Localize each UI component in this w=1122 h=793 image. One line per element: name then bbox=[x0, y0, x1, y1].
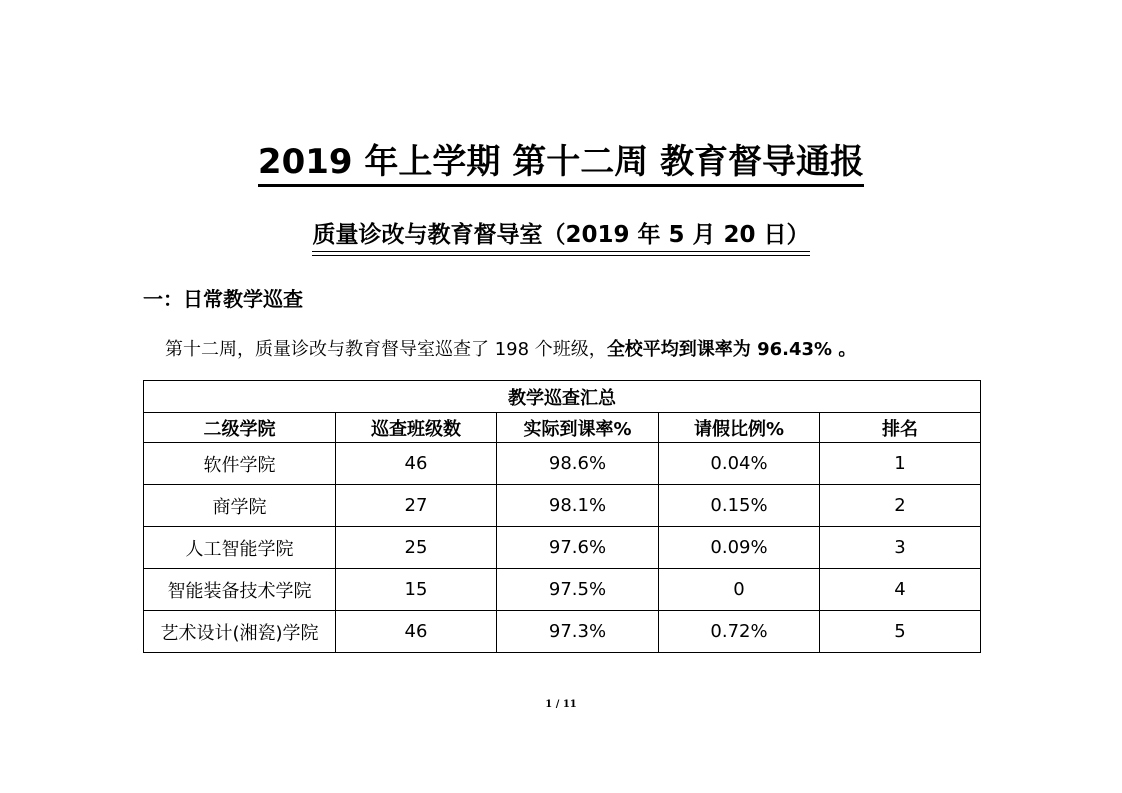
table-cell: 0.72% bbox=[659, 611, 820, 653]
table-cell: 97.3% bbox=[497, 611, 659, 653]
table-cell: 智能装备技术学院 bbox=[144, 569, 336, 611]
document-subtitle bbox=[0, 220, 1122, 252]
table-row bbox=[144, 485, 981, 527]
table-row bbox=[144, 611, 981, 653]
table-cell: 0.04% bbox=[659, 443, 820, 485]
document-title-text: 2019 年上学期 第十二周 教育督导通报 bbox=[258, 142, 864, 187]
table-cell: 46 bbox=[336, 611, 497, 653]
summary-paragraph bbox=[165, 337, 856, 363]
column-header: 请假比例% bbox=[659, 413, 820, 443]
section-heading: 一：日常教学巡查 bbox=[143, 287, 303, 311]
table-caption-row bbox=[144, 381, 981, 413]
table-cell: 3 bbox=[820, 527, 981, 569]
table-cell: 46 bbox=[336, 443, 497, 485]
table-cell: 27 bbox=[336, 485, 497, 527]
table-cell: 5 bbox=[820, 611, 981, 653]
table-cell: 艺术设计(湘瓷)学院 bbox=[144, 611, 336, 653]
document-subtitle-text: 质量诊改与教育督导室（2019 年 5 月 20 日） bbox=[312, 220, 809, 252]
inspection-summary-table bbox=[143, 380, 981, 653]
column-header: 排名 bbox=[820, 413, 981, 443]
table-cell: 98.6% bbox=[497, 443, 659, 485]
table-cell: 15 bbox=[336, 569, 497, 611]
table-cell: 0.09% bbox=[659, 527, 820, 569]
table-cell: 4 bbox=[820, 569, 981, 611]
table-cell: 0 bbox=[659, 569, 820, 611]
column-header: 二级学院 bbox=[144, 413, 336, 443]
paragraph-bold-text: 全校平均到课率为 96.43% 。 bbox=[606, 339, 857, 360]
paragraph-plain-text: 第十二周，质量诊改与教育督导室巡查了 198 个班级， bbox=[165, 339, 607, 360]
document-title bbox=[0, 140, 1122, 184]
table-cell: 1 bbox=[820, 443, 981, 485]
table-row bbox=[144, 527, 981, 569]
table-cell: 98.1% bbox=[497, 485, 659, 527]
column-header: 巡查班级数 bbox=[336, 413, 497, 443]
table-row bbox=[144, 443, 981, 485]
table-cell: 人工智能学院 bbox=[144, 527, 336, 569]
table-row bbox=[144, 569, 981, 611]
table-header-row bbox=[144, 413, 981, 443]
table-cell: 25 bbox=[336, 527, 497, 569]
table-cell: 软件学院 bbox=[144, 443, 336, 485]
table-cell: 97.5% bbox=[497, 569, 659, 611]
column-header: 实际到课率% bbox=[497, 413, 659, 443]
page-number: 1 / 11 bbox=[545, 699, 577, 710]
table-cell: 0.15% bbox=[659, 485, 820, 527]
table-cell: 商学院 bbox=[144, 485, 336, 527]
table-cell: 2 bbox=[820, 485, 981, 527]
table-caption: 教学巡查汇总 bbox=[144, 381, 981, 413]
table-cell: 97.6% bbox=[497, 527, 659, 569]
